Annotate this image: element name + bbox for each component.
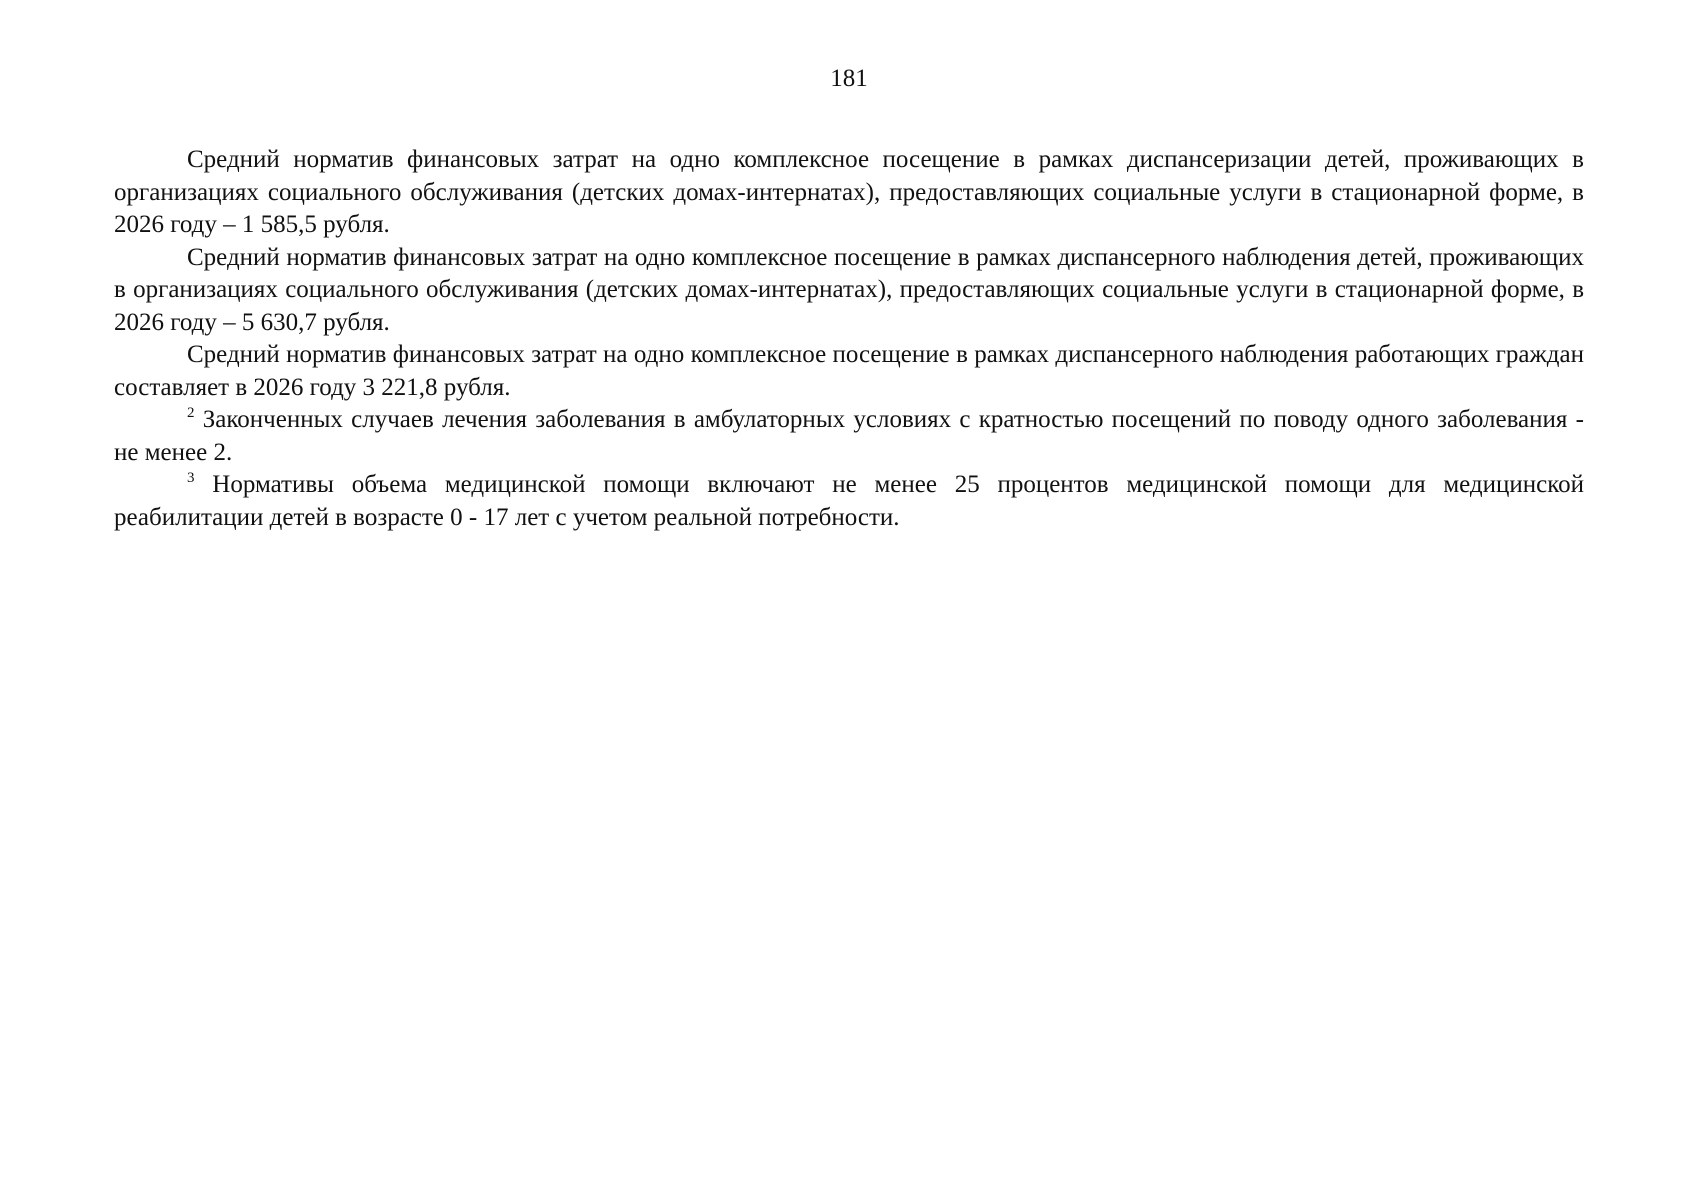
footnote-text: Нормативы объема медицинской помощи включают не менее 25 процентов медицинской помощи для медицинской реабилитации детей в возрасте 0 - 17 лет с учетом реальной потребности. [114,471,1585,531]
footnote-mark: 2 [187,405,195,421]
paragraph: Средний норматив финансовых затрат на одно комплексное посещение в рамках диспансеризации детей, проживающих в организациях социального обслуживания (детских домах-интернатах), предоставляющих социальные услуги в стационарной форме, в 2026 году – 1 585,5 рубля. [114,146,1584,238]
footnote [114,469,1584,534]
page-number: 181 [830,65,868,92]
paragraph: Средний норматив финансовых затрат на одно комплексное посещение в рамках диспансерного наблюдения детей, проживающих в организациях социального обслуживания (детских домах-интернатах), предоставляющих социальные услуги в стационарной форме, в 2026 году – 5 630,7 рубля. [114,243,1584,336]
footnote-text: Законченных случаев лечения заболевания в амбулаторных условиях с кратностью посещений по поводу одного заболевания - не менее 2. [114,406,1585,466]
footnote [114,404,1584,469]
footnote-mark: 3 [187,470,195,486]
document-body [114,144,1584,534]
paragraph: Средний норматив финансовых затрат на одно комплексное посещение в рамках диспансерного наблюдения работающих граждан составляет в 2026 году 3 221,8 рубля. [114,341,1584,401]
